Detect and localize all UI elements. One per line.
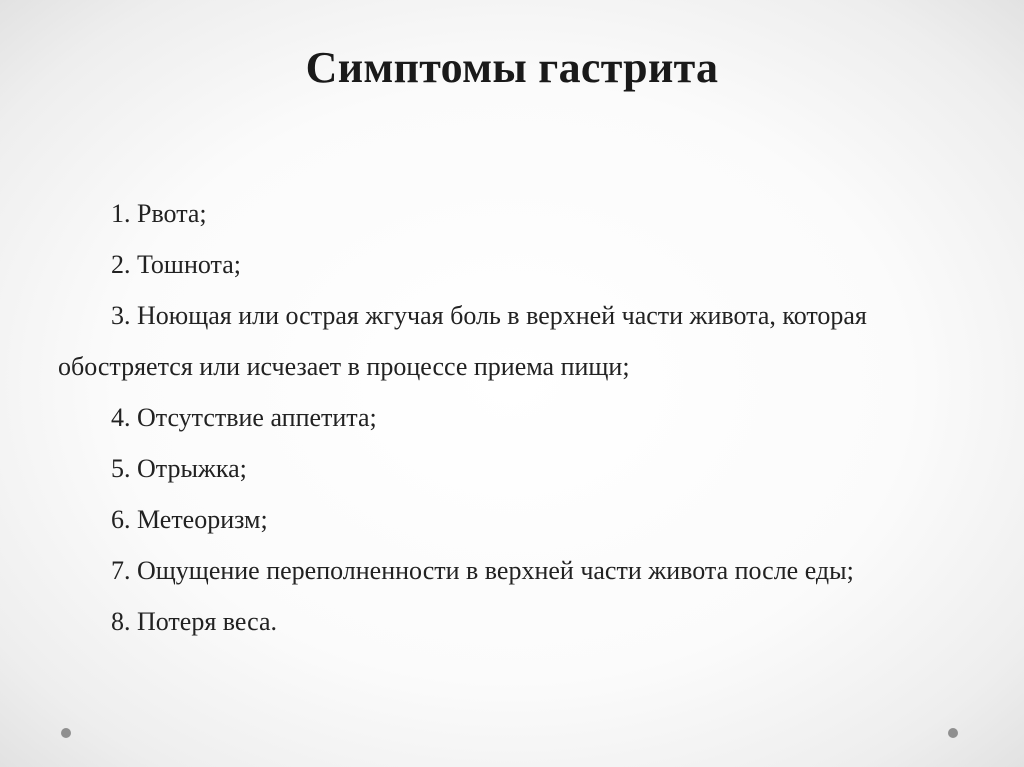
list-item: 4. Отсутствие аппетита; (111, 403, 377, 432)
list-item: 6. Метеоризм; (111, 505, 268, 534)
decorative-dot-icon (61, 728, 71, 738)
slide-title: Симптомы гастрита (305, 43, 719, 92)
decorative-dot-icon (948, 728, 958, 738)
list-item: 8. Потеря веса. (111, 607, 278, 636)
list-item: 1. Рвота; (111, 199, 207, 228)
symptom-list (58, 188, 958, 647)
list-item: 5. Отрыжка; (111, 454, 247, 483)
list-item: 7. Ощущение переполненности в верхней части живота после еды; (111, 556, 854, 585)
list-item: 2. Тошнота; (111, 250, 241, 279)
list-item: 3. Ноющая или острая жгучая боль в верхней части живота, которая обостряется или исчезает в процессе приема пищи; (58, 301, 867, 381)
